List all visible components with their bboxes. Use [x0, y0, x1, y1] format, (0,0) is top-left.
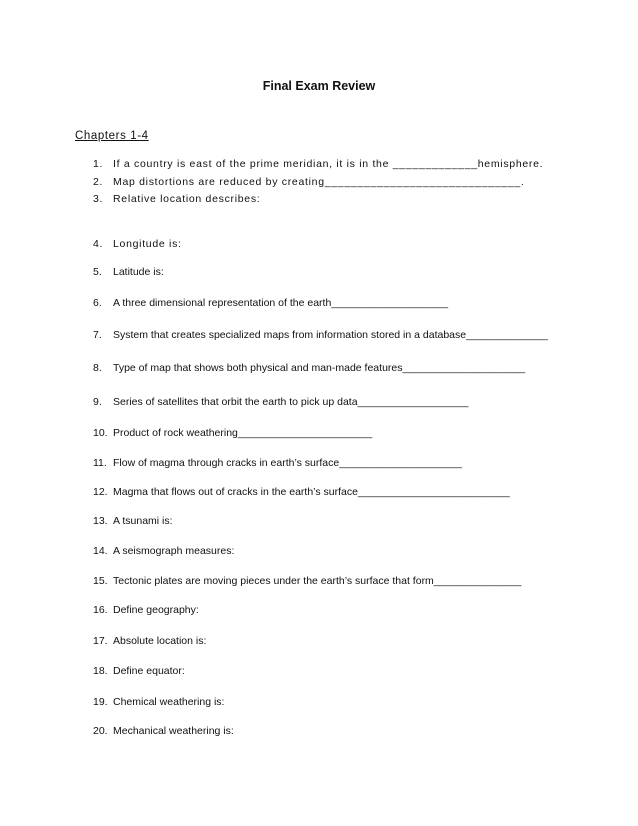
question-number: 5.	[93, 266, 102, 278]
question-text: Magma that flows out of cracks in the earth’s surface__________________________	[113, 486, 510, 498]
question-text: Type of map that shows both physical and man-made features_____________________	[113, 362, 526, 374]
question-number: 12.	[93, 486, 108, 498]
question-item	[93, 238, 182, 250]
question-number: 2.	[93, 176, 104, 188]
question-item	[93, 427, 372, 439]
question-item	[93, 158, 543, 170]
question-number: 3.	[93, 193, 104, 205]
question-item	[93, 545, 234, 557]
question-item	[93, 515, 173, 527]
question-item	[93, 575, 521, 587]
question-text: Product of rock weathering_______________________	[113, 427, 373, 439]
question-text: Longitude is:	[113, 238, 182, 250]
question-number: 18.	[93, 665, 108, 677]
question-number: 16.	[93, 604, 108, 616]
question-text: Relative location describes:	[113, 193, 261, 205]
question-number: 17.	[93, 635, 108, 647]
question-number: 15.	[93, 575, 108, 587]
question-item	[93, 329, 548, 341]
question-text: Flow of magma through cracks in earth’s surface_____________________	[113, 457, 462, 469]
question-number: 11.	[93, 457, 107, 469]
question-item	[93, 396, 469, 408]
question-text: Define geography:	[113, 604, 199, 616]
question-item	[93, 486, 510, 498]
question-number: 6.	[93, 297, 102, 309]
question-item	[93, 604, 199, 616]
question-item	[93, 297, 448, 309]
question-number: 14.	[93, 545, 108, 557]
question-item	[93, 665, 185, 677]
question-number: 8.	[93, 362, 102, 374]
question-number: 4.	[93, 238, 104, 250]
question-text: Mechanical weathering is:	[113, 725, 234, 737]
question-text: A seismograph measures:	[113, 545, 235, 557]
section-heading: Chapters 1-4	[75, 130, 149, 142]
question-text: Chemical weathering is:	[113, 696, 225, 708]
question-item	[93, 725, 234, 737]
question-text: Absolute location is:	[113, 635, 207, 647]
question-number: 19.	[93, 696, 108, 708]
question-item	[93, 362, 525, 374]
question-text: Latitude is:	[113, 266, 164, 278]
question-text: A three dimensional representation of the earth____________________	[113, 297, 449, 309]
question-number: 10.	[93, 427, 108, 439]
question-item	[93, 193, 260, 205]
question-text: System that creates specialized maps from information stored in a database______________	[113, 329, 548, 341]
question-text: Define equator:	[113, 665, 185, 677]
question-number: 9.	[93, 396, 102, 408]
question-item	[93, 635, 206, 647]
question-text: If a country is east of the prime meridian, it is in the _____________hemisphere.	[113, 158, 544, 170]
question-item	[93, 176, 525, 188]
question-item	[93, 266, 164, 278]
question-text: A tsunami is:	[113, 515, 173, 527]
question-text: Map distortions are reduced by creating______________________________.	[113, 176, 525, 188]
question-text: Series of satellites that orbit the earth to pick up data___________________	[113, 396, 469, 408]
question-text: Tectonic plates are moving pieces under the earth’s surface that form_______________	[113, 575, 522, 587]
question-number: 20.	[93, 725, 108, 737]
question-item	[93, 457, 462, 469]
question-number: 1.	[93, 158, 104, 170]
question-item	[93, 696, 224, 708]
page-title: Final Exam Review	[262, 79, 376, 93]
question-number: 13.	[93, 515, 108, 527]
question-number: 7.	[93, 329, 102, 341]
